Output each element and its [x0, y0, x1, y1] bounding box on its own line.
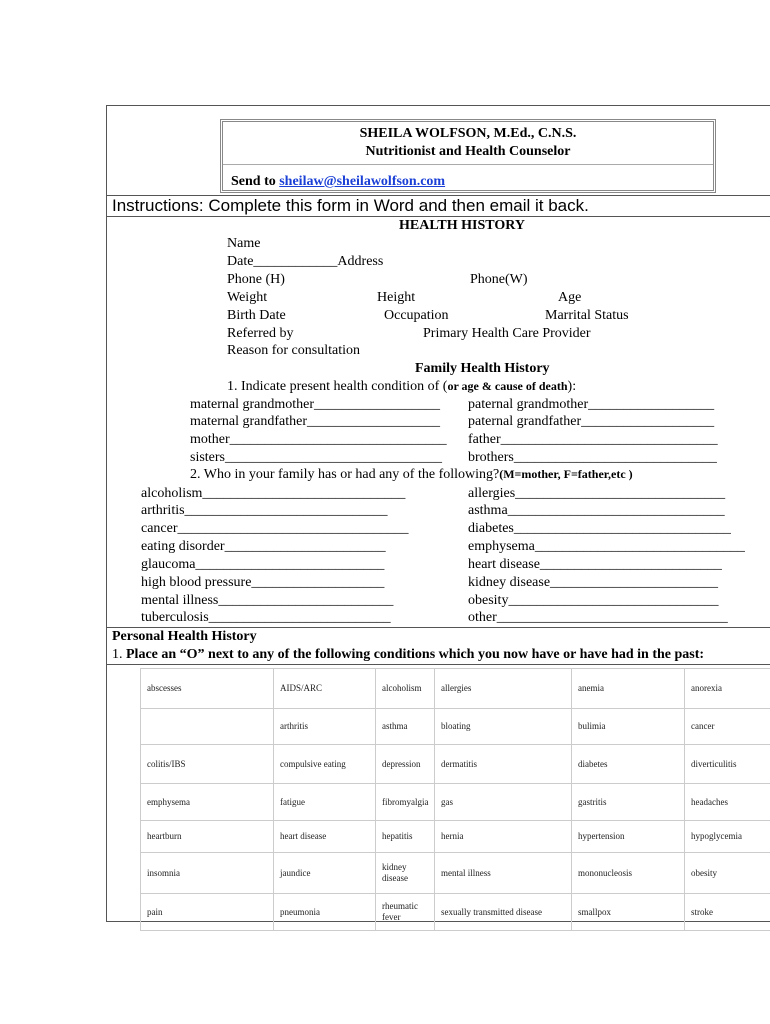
- phone-work-label: Phone(W): [470, 272, 528, 287]
- condition-cell[interactable]: hypoglycemia: [685, 821, 770, 853]
- condition-cell[interactable]: dermatitis: [435, 745, 572, 784]
- relative-field: brothers_____________________________: [468, 450, 717, 465]
- condition-cell[interactable]: pneumonia: [274, 894, 376, 931]
- relative-field: paternal grandmother__________________: [468, 397, 715, 412]
- condition-cell[interactable]: anemia: [572, 669, 685, 709]
- table-row: [141, 821, 770, 853]
- family-history-heading: Family Health History: [415, 361, 550, 376]
- personal-history-heading: Personal Health History: [112, 629, 257, 644]
- birth-date-label: Birth Date: [227, 308, 286, 323]
- table-row: [141, 669, 770, 709]
- condition-cell[interactable]: arthritis: [274, 709, 376, 745]
- condition-cell[interactable]: hepatitis: [376, 821, 435, 853]
- condition-cell[interactable]: colitis/IBS: [141, 745, 274, 784]
- condition-cell[interactable]: smallpox: [572, 894, 685, 931]
- table-row: [141, 894, 770, 931]
- family-q2-prefix: 2. Who in your family has or had any of the following?: [190, 467, 500, 482]
- condition-cell[interactable]: depression: [376, 745, 435, 784]
- phone-home-label: Phone (H): [227, 272, 285, 287]
- condition-cell[interactable]: bloating: [435, 709, 572, 745]
- family-condition-field: arthritis_____________________________: [141, 503, 388, 518]
- condition-cell[interactable]: gas: [435, 784, 572, 821]
- condition-cell[interactable]: fatigue: [274, 784, 376, 821]
- family-q1-bold: or age & cause of death: [447, 379, 568, 393]
- family-q1-suffix: ):: [567, 379, 577, 394]
- health-history-heading: HEALTH HISTORY: [399, 218, 525, 233]
- condition-cell[interactable]: hypertension: [572, 821, 685, 853]
- family-q1-prefix: 1. Indicate present health condition of (: [227, 379, 448, 394]
- condition-cell[interactable]: compulsive eating: [274, 745, 376, 784]
- age-label: Age: [558, 290, 582, 305]
- instructions-text: Instructions: Complete this form in Word and then email it back.: [112, 196, 589, 215]
- family-condition-field: cancer_________________________________: [141, 521, 409, 536]
- relative-field: maternal grandmother__________________: [190, 397, 441, 412]
- table-row: [141, 784, 770, 821]
- table-row: [141, 853, 770, 894]
- section-divider: [106, 627, 770, 628]
- send-line: [231, 174, 445, 190]
- condition-cell[interactable]: alcoholism: [376, 669, 435, 709]
- relative-field: mother_______________________________: [190, 432, 447, 447]
- counselor-title: Nutritionist and Health Counselor: [365, 144, 571, 159]
- relative-field: father_______________________________: [468, 432, 718, 447]
- condition-cell[interactable]: asthma: [376, 709, 435, 745]
- family-condition-field: allergies______________________________: [468, 486, 726, 501]
- condition-cell[interactable]: jaundice: [274, 853, 376, 894]
- condition-cell[interactable]: fibromyalgia: [376, 784, 435, 821]
- condition-cell[interactable]: pain: [141, 894, 274, 931]
- family-condition-field: kidney disease________________________: [468, 575, 719, 590]
- condition-cell[interactable]: stroke: [685, 894, 770, 931]
- header-box: [220, 119, 716, 193]
- conditions-table-body: [141, 669, 770, 931]
- referred-by-label: Referred by: [227, 326, 294, 341]
- family-condition-field: heart disease__________________________: [468, 557, 722, 572]
- condition-cell[interactable]: sexually transmitted disease: [435, 894, 572, 931]
- counselor-name: SHEILA WOLFSON, M.Ed., C.N.S.: [359, 126, 577, 141]
- condition-cell[interactable]: hernia: [435, 821, 572, 853]
- condition-cell[interactable]: bulimia: [572, 709, 685, 745]
- family-condition-field: other_________________________________: [468, 610, 728, 625]
- header-divider: [223, 164, 713, 165]
- personal-q1-text: Place an “O” next to any of the following conditions which you now have or have had in the past:: [126, 647, 705, 662]
- relative-field: sisters_______________________________: [190, 450, 442, 465]
- family-condition-field: asthma_______________________________: [468, 503, 725, 518]
- condition-cell[interactable]: anorexia: [685, 669, 770, 709]
- family-condition-field: obesity______________________________: [468, 593, 719, 608]
- condition-cell[interactable]: diabetes: [572, 745, 685, 784]
- family-condition-field: alcoholism_____________________________: [141, 486, 406, 501]
- condition-cell[interactable]: allergies: [435, 669, 572, 709]
- marital-status-label: Marrital Status: [545, 308, 629, 323]
- send-label: Send to: [231, 174, 276, 189]
- weight-label: Weight: [227, 290, 268, 305]
- condition-cell[interactable]: diverticulitis: [685, 745, 770, 784]
- condition-cell[interactable]: heartburn: [141, 821, 274, 853]
- table-row: [141, 709, 770, 745]
- instructions-bottom-rule: [106, 216, 770, 217]
- condition-cell[interactable]: mononucleosis: [572, 853, 685, 894]
- family-q2-bold: (M=mother, F=father,etc ): [499, 467, 633, 481]
- condition-cell[interactable]: AIDS/ARC: [274, 669, 376, 709]
- condition-cell[interactable]: insomnia: [141, 853, 274, 894]
- relative-field: maternal grandfather___________________: [190, 414, 440, 429]
- family-condition-field: high blood pressure___________________: [141, 575, 385, 590]
- family-question-2: [190, 467, 633, 483]
- email-link[interactable]: sheilaw@sheilawolfson.com: [279, 174, 446, 189]
- family-condition-field: tuberculosis__________________________: [141, 610, 391, 625]
- condition-cell[interactable]: heart disease: [274, 821, 376, 853]
- condition-cell[interactable]: rheumatic fever: [376, 894, 435, 931]
- section-divider: [106, 664, 770, 665]
- primary-provider-label: Primary Health Care Provider: [423, 326, 591, 341]
- family-condition-field: glaucoma___________________________: [141, 557, 385, 572]
- name-field-label: Name: [227, 236, 261, 251]
- condition-cell[interactable]: headaches: [685, 784, 770, 821]
- condition-cell[interactable]: kidney disease: [376, 853, 435, 894]
- condition-cell[interactable]: emphysema: [141, 784, 274, 821]
- family-condition-field: eating disorder_______________________: [141, 539, 386, 554]
- reason-label: Reason for consultation: [227, 343, 360, 358]
- condition-cell[interactable]: cancer: [685, 709, 770, 745]
- condition-cell[interactable]: [141, 709, 274, 745]
- condition-cell[interactable]: mental illness: [435, 853, 572, 894]
- height-label: Height: [377, 290, 416, 305]
- relative-field: paternal grandfather___________________: [468, 414, 715, 429]
- condition-cell[interactable]: gastritis: [572, 784, 685, 821]
- personal-question-1: [112, 647, 704, 663]
- date-address-field: Date____________Address: [227, 254, 384, 269]
- table-row: [141, 745, 770, 784]
- family-condition-field: emphysema______________________________: [468, 539, 745, 554]
- condition-cell[interactable]: obesity: [685, 853, 770, 894]
- family-condition-field: mental illness_________________________: [141, 593, 394, 608]
- conditions-table: [140, 668, 770, 931]
- family-question-1: [227, 379, 576, 395]
- personal-q1-number: 1.: [112, 647, 126, 662]
- family-condition-field: diabetes_______________________________: [468, 521, 731, 536]
- occupation-label: Occupation: [384, 308, 449, 323]
- condition-cell[interactable]: abscesses: [141, 669, 274, 709]
